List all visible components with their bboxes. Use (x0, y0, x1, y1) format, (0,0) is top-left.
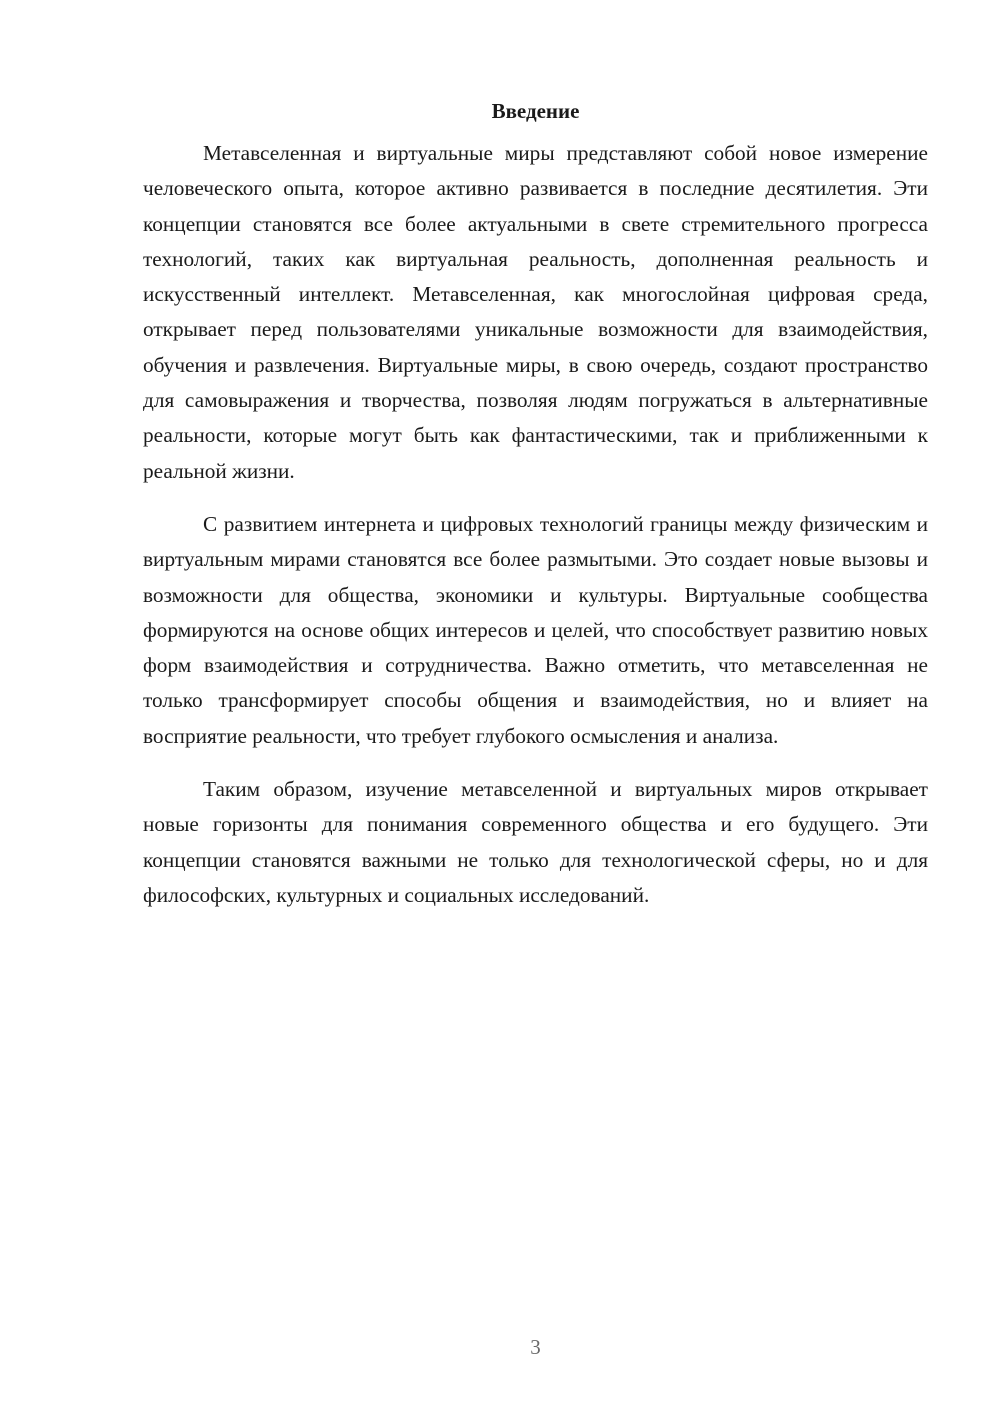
paragraph-1: Метавселенная и виртуальные миры представляют собой новое измерение человеческого опыта, которое активно развивается в последние десятилетия. Эти концепции становятся все более актуальными в свете стремительного прогресса технологий, таких как виртуальная реальность, дополненная реальность и искусственный интеллект. Метавселенная, как многослойная цифровая среда, открывает перед пользователями уникальные возможности для взаимодействия, обучения и развлечения. Виртуальные миры, в свою очередь, создают пространство для самовыражения и творчества, позволяя людям погружаться в альтернативные реальности, которые могут быть как фантастическими, так и приближенными к реальной жизни. (143, 141, 928, 483)
page-number: 3 (530, 1335, 541, 1359)
paragraph-3: Таким образом, изучение метавселенной и виртуальных миров открывает новые горизонты для понимания современного общества и его будущего. Эти концепции становятся важными не только для технологической сферы, но и для философских, культурных и социальных исследований. (143, 777, 928, 907)
section-heading: Введение (491, 99, 580, 123)
page-content (143, 96, 928, 913)
paragraph-2: С развитием интернета и цифровых технологий границы между физическим и виртуальным мирами становятся все более размытыми. Это создает новые вызовы и возможности для общества, экономики и культуры. Виртуальные сообщества формируются на основе общих интересов и целей, что способствует развитию новых форм взаимодействия и сотрудничества. Важно отметить, что метавселенная не только трансформирует способы общения и взаимодействия, но и влияет на восприятие реальности, что требует глубокого осмысления и анализа. (143, 511, 928, 748)
